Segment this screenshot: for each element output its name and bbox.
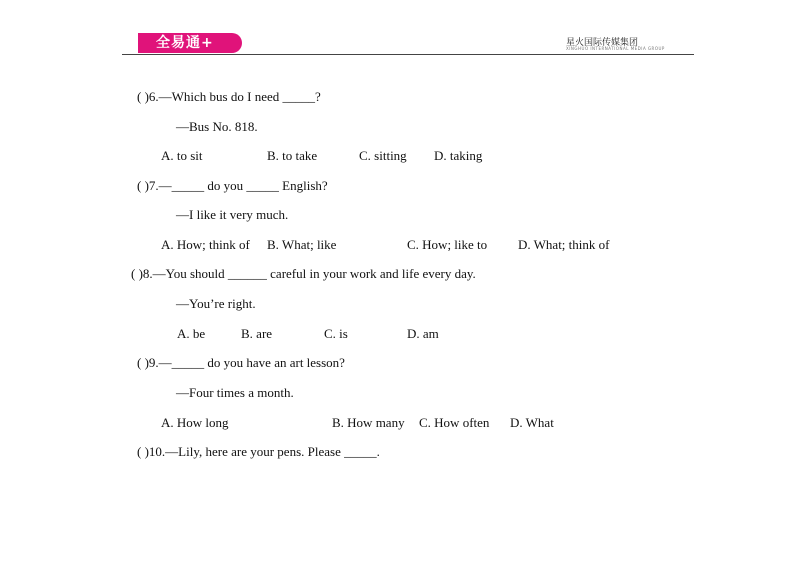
question-9-stem: ( )9.—_____ do you have an art lesson?: [137, 355, 345, 370]
question-9-option-a: A. How long: [161, 415, 229, 430]
brand-name: 全易通: [156, 35, 201, 51]
publisher-subtitle: XINGHUO INTERNATIONAL MEDIA GROUP: [566, 46, 665, 51]
question-9-reply: —Four times a month.: [176, 385, 294, 400]
header-divider: [122, 54, 694, 55]
question-9-option-b: B. How many: [332, 415, 405, 430]
question-9-option-d: D. What: [510, 415, 554, 430]
page-header: [0, 0, 800, 60]
question-7-stem: ( )7.—_____ do you _____ English?: [137, 178, 328, 193]
question-6-option-b: B. to take: [267, 148, 318, 163]
publisher-name: 星火国际传媒集团: [566, 38, 639, 48]
question-7-option-b: B. What; like: [267, 237, 337, 252]
question-8-option-b: B. are: [241, 326, 273, 341]
question-6-stem: ( )6.—Which bus do I need _____?: [137, 89, 321, 104]
question-7-option-a: A. How; think of: [161, 237, 250, 252]
question-7-option-c: C. How; like to: [407, 237, 488, 252]
question-10-stem: ( )10.—Lily, here are your pens. Please _____.: [137, 444, 380, 459]
question-7-reply: —I like it very much.: [176, 207, 289, 222]
question-6-option-c: C. sitting: [359, 148, 407, 163]
question-8-reply: —You’re right.: [176, 296, 256, 311]
question-9-option-c: C. How often: [419, 415, 490, 430]
question-6-option-a: A. to sit: [161, 148, 203, 163]
question-7-option-d: D. What; think of: [518, 237, 610, 252]
question-6-reply: —Bus No. 818.: [176, 119, 258, 134]
question-8-option-a: A. be: [177, 326, 206, 341]
brand-logo: [138, 33, 242, 53]
question-8-option-c: C. is: [324, 326, 348, 341]
question-8-stem: ( )8.—You should ______ careful in your work and life every day.: [131, 266, 476, 281]
question-8-option-d: D. am: [407, 326, 439, 341]
question-6-option-d: D. taking: [434, 148, 483, 163]
brand-mark: +: [201, 35, 214, 51]
